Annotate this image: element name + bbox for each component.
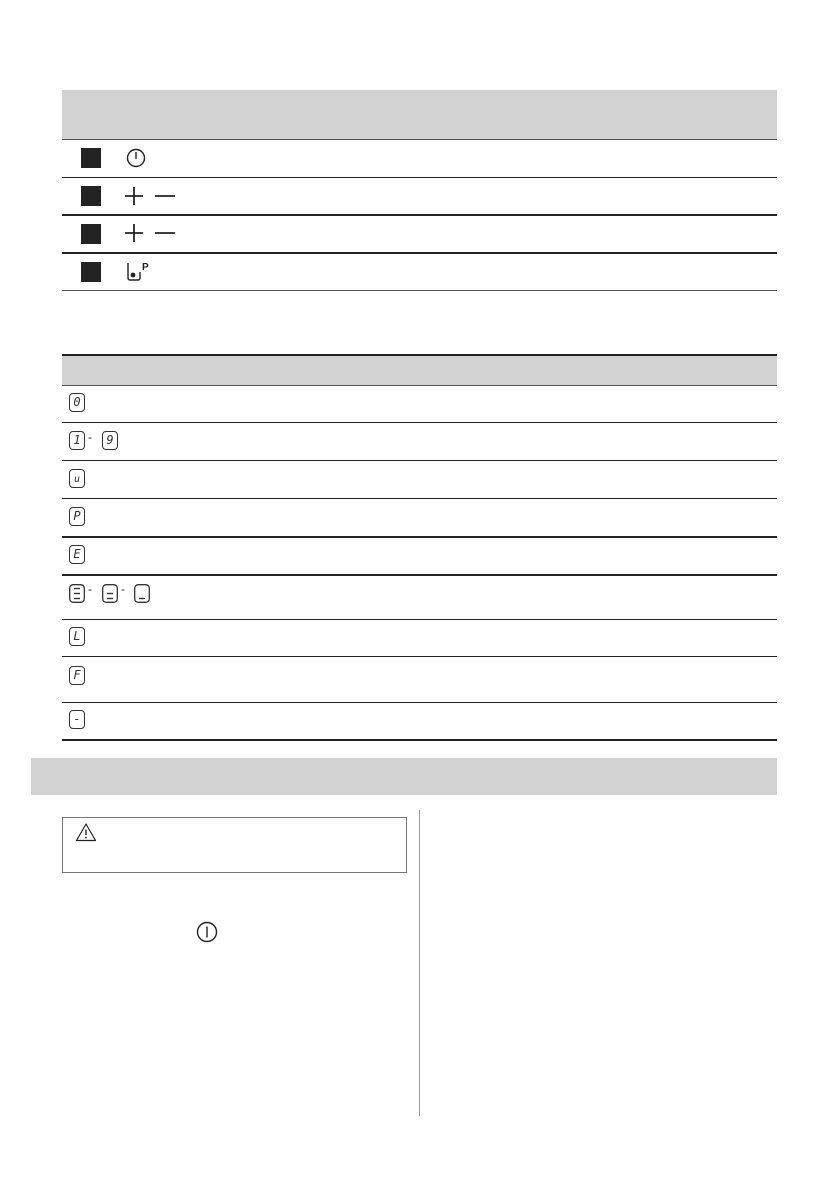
on-off-icon xyxy=(195,920,219,944)
row-divider xyxy=(62,536,777,538)
display-symbol: 0 xyxy=(69,393,85,412)
separator: - xyxy=(121,582,125,596)
row-marker-square xyxy=(81,262,101,282)
powerboost-icon xyxy=(124,260,154,282)
section-header-bar xyxy=(31,758,777,795)
warning-box xyxy=(62,817,407,873)
row-divider xyxy=(62,214,777,216)
plus-minus-icon xyxy=(122,185,178,207)
display-symbol: - xyxy=(69,710,85,729)
row-divider xyxy=(62,290,777,291)
table-2-bottom-rule xyxy=(62,739,777,741)
display-symbol: L xyxy=(69,627,85,646)
row-divider xyxy=(62,422,777,423)
residual-heat-level-1-icon xyxy=(134,584,150,603)
row-divider xyxy=(62,702,777,703)
table-2-header xyxy=(62,356,777,385)
display-symbol: 1 xyxy=(69,431,85,450)
row-divider xyxy=(62,385,777,386)
row-divider xyxy=(62,177,777,178)
row-divider xyxy=(62,656,777,657)
row-divider xyxy=(62,460,777,461)
row-divider xyxy=(62,139,777,140)
display-symbol: u xyxy=(69,469,85,488)
row-marker-square xyxy=(81,148,101,168)
row-divider xyxy=(62,574,777,576)
display-symbol: 9 xyxy=(102,431,118,450)
row-divider xyxy=(62,498,777,499)
row-divider xyxy=(62,252,777,254)
table-1-header xyxy=(62,90,777,139)
column-divider xyxy=(419,810,420,1116)
row-divider xyxy=(62,619,777,620)
warning-triangle-icon xyxy=(75,822,97,842)
row-marker-square xyxy=(81,186,101,206)
residual-heat-level-2-icon xyxy=(102,584,118,603)
plus-minus-icon xyxy=(122,222,178,244)
display-symbol: F xyxy=(69,666,85,685)
separator: - xyxy=(88,430,92,444)
powerboost-letter: P xyxy=(142,262,149,273)
on-off-icon xyxy=(125,147,147,169)
display-symbol: E xyxy=(69,545,85,564)
separator: - xyxy=(88,582,92,596)
display-symbol: P xyxy=(69,507,85,526)
residual-heat-level-3-icon xyxy=(69,584,85,603)
row-marker-square xyxy=(81,224,101,244)
